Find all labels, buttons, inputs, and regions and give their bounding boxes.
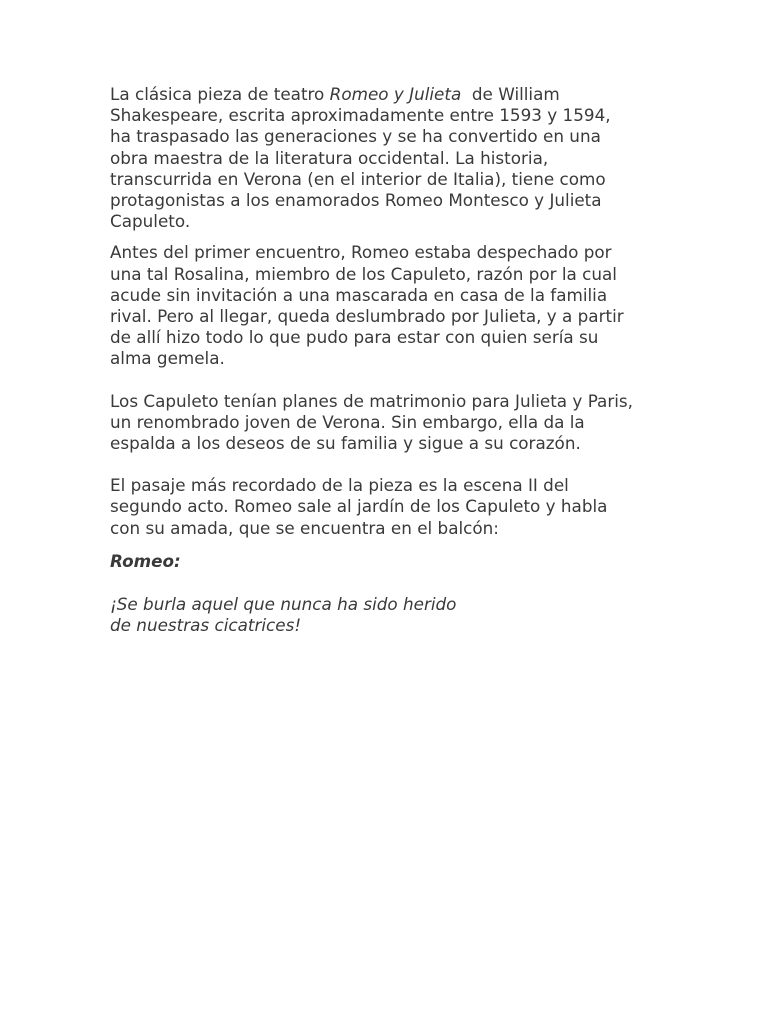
text-line: La clásica pieza de teatro Romeo y Julieta de William	[110, 84, 560, 104]
paragraph-intro	[110, 84, 670, 232]
text-line: Antes del primer encuentro, Romeo estaba despechado por	[110, 242, 612, 263]
text-line: espalda a los deseos de su familia y sigue a su corazón.	[110, 433, 581, 454]
text-line: una tal Rosalina, miembro de los Capuleto, razón por la cual	[110, 263, 617, 284]
text-line: ha traspasado las generaciones y se ha convertido en una	[110, 126, 601, 147]
text-line: protagonistas a los enamorados Romeo Montesco y Julieta	[110, 190, 602, 211]
paragraph-balcony-scene	[110, 475, 670, 539]
text-line: segundo acto. Romeo sale al jardín de los Capuleto y habla	[110, 496, 608, 517]
text-line: transcurrida en Verona (en el interior de Italia), tiene como	[110, 168, 606, 189]
text-line: Capuleto.	[110, 211, 191, 232]
text-line: alma gemela.	[110, 348, 225, 369]
text-line: El pasaje más recordado de la pieza es la escena II del	[110, 475, 569, 496]
text-line: Shakespeare, escrita aproximadamente entre 1593 y 1594,	[110, 105, 611, 126]
paragraph-first-encounter	[110, 242, 670, 369]
text-line: un renombrado joven de Verona. Sin embargo, ella da la	[110, 411, 585, 432]
quote-verse	[110, 594, 670, 636]
verse-line: ¡Se burla aquel que nunca ha sido herido	[110, 594, 457, 615]
play-title: Romeo y Julieta	[329, 84, 462, 104]
speaker-name: Romeo:	[110, 550, 181, 571]
text-line: obra maestra de la literatura occidental. La historia,	[110, 147, 549, 168]
document-body	[110, 84, 670, 636]
text-line: Los Capuleto tenían planes de matrimonio para Julieta y Paris,	[110, 390, 633, 411]
verse-line: de nuestras cicatrices!	[110, 615, 302, 636]
text-line: rival. Pero al llegar, queda deslumbrado por Julieta, y a partir	[110, 306, 624, 327]
paragraph-marriage-plans	[110, 391, 670, 455]
text-line: acude sin invitación a una mascarada en casa de la familia	[110, 284, 608, 305]
text-line: con su amada, que se encuentra en el balcón:	[110, 517, 499, 538]
text-line: de allí hizo todo lo que pudo para estar con quien sería su	[110, 327, 599, 348]
